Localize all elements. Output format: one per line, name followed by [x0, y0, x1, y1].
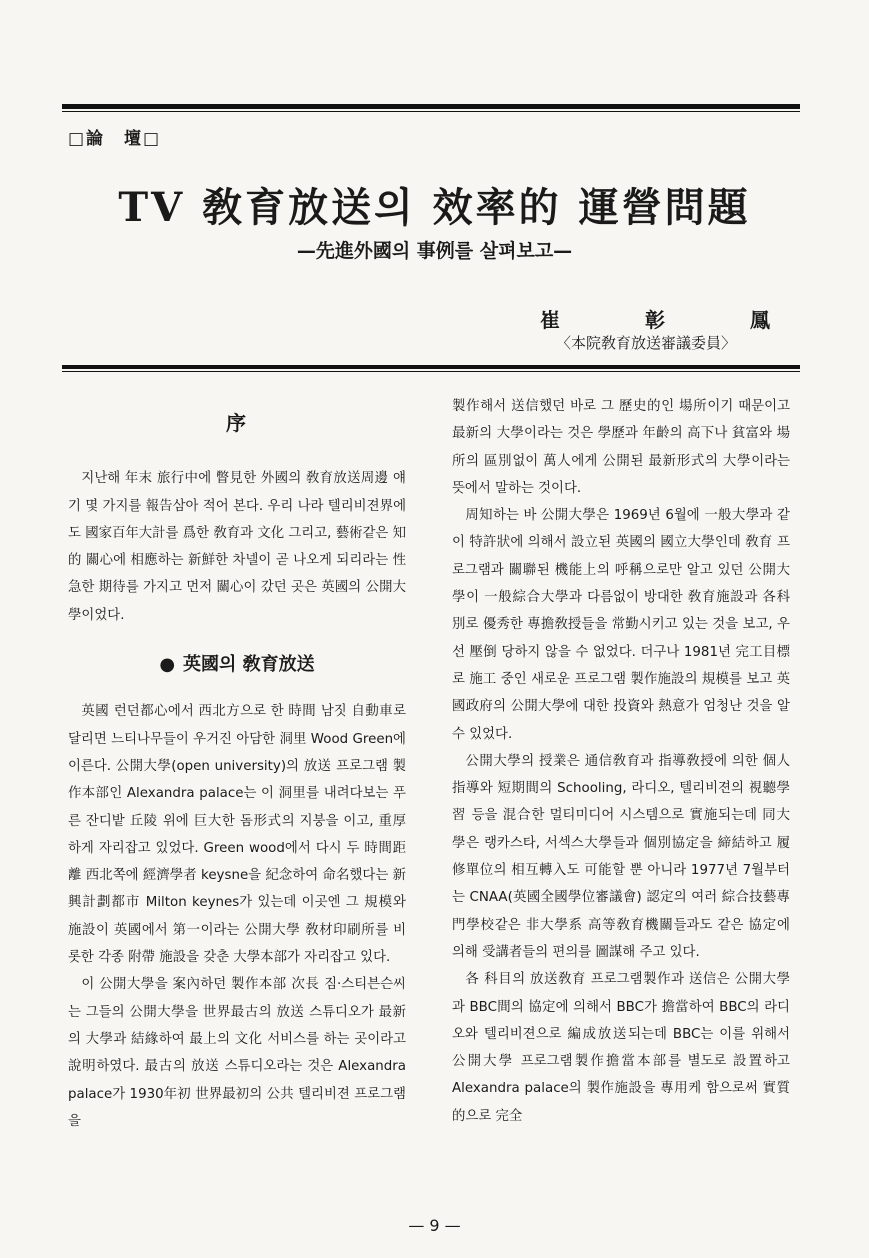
body-paragraph: 英國 런던都心에서 西北方으로 한 時間 남짓 自動車로 달리면 느티나무들이 우거진 아담한 洞里 Wood Green에 이른다. 公開大學(open university)의 放送 프로그램 製作本部인 Alexandra palace는 이 洞里를 내려다보는 푸른 잔디밭 丘陵 위에 巨大한 돔形式의 지붕을 이고, 重厚하게 자리잡고 있었다. Green wood에서 다시 두 時間距離 西北쪽에 經濟學者 keysne을 紀念하여 命名했다는 新興計劃都市 Milton keynes가 있는데 이곳엔 그 規模와 施設이 英國에서 第一이라는 公開大學 敎材印刷所를 비롯한 각종 附帶 施設을 갖춘 大學本部가 자리잡고 있다. [68, 704, 406, 966]
body-paragraph: 公開大學의 授業은 通信敎育과 指導敎授에 의한 個人指導와 短期間의 Schooling, 라디오, 텔리비젼의 視聽學習 등을 混合한 멀티미디어 시스템으로 實施되는데 同大學은 랭카스타, 서섹스大學들과 個別協定을 締結하고 履修單位의 相互轉入도 可能할 뿐 아니라 1977년 7월부터는 CNAA(英國全國學位審議會) 認定의 여러 綜合技藝專門學校같은 非大學系 高等敎育機關들과도 같은 協定에 의해 受講者들의 편의를 圖謀해 주고 있다. [452, 753, 790, 960]
body-paragraph: 이 公開大學을 案內하던 製作本部 次長 짐·스티븐슨씨는 그들의 公開大學을 世界最古의 放送 스튜디오가 最新의 大學과 結緣하여 最上의 文化 서비스를 하는 곳이라고 說明하였다. 最古의 放送 스튜디오라는 것은 Alexandra palace가 1930年初 世界最初의 公共 텔리비젼 프로그램을 [68, 977, 406, 1129]
body-paragraph: 製作해서 送信했던 바로 그 歷史的인 場所이기 때문이고 最新의 大學이라는 것은 學歷과 年齡의 高下나 貧富와 場所의 區別없이 萬人에게 公開된 最新形式의 大學이라는 뜻에서 말하는 것이다. [452, 399, 790, 496]
left-column [68, 396, 406, 1135]
right-column [452, 393, 790, 1130]
article-title: TV 敎育放送의 效率的 運營問題 [118, 184, 751, 231]
author-affiliation: 〈本院敎育放送審議委員〉 [556, 334, 737, 352]
header-divider-thin [62, 371, 800, 372]
bullet-icon: ● [159, 654, 176, 676]
author-name-char: 彰 [645, 308, 665, 332]
body-paragraph: 各 科目의 放送敎育 프로그램製作과 送信은 公開大學과 BBC間의 協定에 의해서 BBC가 擔當하여 BBC의 라디오와 텔리비젼으로 編成放送되는데 BBC는 이를 위해서 公開大學 프로그램製作擔當本部를 별도로 設置하고 Alexandra palace의 製作施設을 專用케 함으로써 實質的으로 完全 [452, 972, 790, 1124]
section-heading: 序 [226, 411, 248, 435]
article-subtitle: —先進外國의 事例를 살펴보고— [296, 240, 573, 262]
top-rule-thick [62, 104, 800, 109]
author-name [540, 304, 770, 333]
column-label: □論 壇□ [68, 129, 162, 149]
intro-paragraph: 지난해 年末 旅行中에 瞥見한 外國의 敎育放送周邊 얘기 몇 가지를 報告삼아 적어 본다. 우리 나라 텔리비젼界에도 國家百年大計를 爲한 敎育과 文化 그리고, 藝術같은 知的 關心에 相應하는 新鮮한 차넬이 곧 나오게 되리라는 性急한 期待를 가지고 먼저 關心이 갔던 곳은 英國의 公開大學이었다. [68, 471, 406, 623]
body-paragraph: 周知하는 바 公開大學은 1969년 6월에 一般大學과 같이 特許狀에 의해서 設立된 英國의 國立大學인데 敎育 프로그램과 關聯된 機能上의 呼稱으로만 알고 있던 公開大學이 一般綜合大學과 다름없이 방대한 敎育施設과 各科別로 優秀한 專擔敎授들을 常勤시키고 있는 것을 보고, 우선 壓倒 당하지 않을 수 없었다. 더구나 1981년 完工目標로 施工 중인 새로운 프로그램 製作施設의 規模를 보고 英國政府의 公開大學에 대한 投資와 熱意가 엄청난 것을 알 수 있었다. [452, 508, 790, 742]
sub-heading-text: 英國의 敎育放送 [183, 654, 315, 676]
page-number: — 9 — [408, 1216, 461, 1235]
author-name-char: 崔 [540, 308, 560, 332]
author-name-char: 鳳 [750, 308, 770, 332]
top-rule-thin [62, 111, 800, 112]
sub-heading [68, 651, 406, 678]
header-divider-thick [62, 365, 800, 369]
